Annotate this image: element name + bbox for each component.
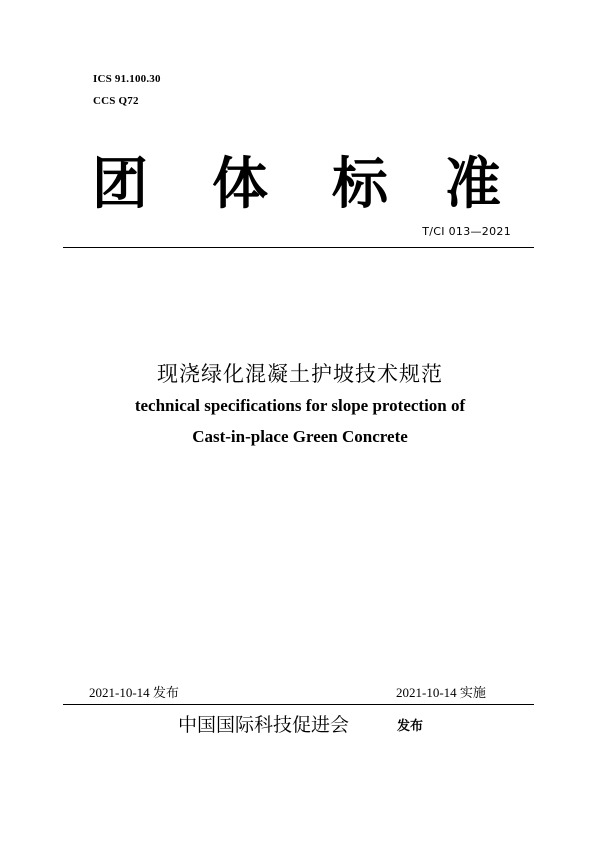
standard-number: T/CI 013—2021 <box>422 225 511 238</box>
ics-code: ICS 91.100.30 <box>93 73 161 85</box>
publish-label: 发布 <box>397 719 424 734</box>
title-english-line-1: technical specifications for slope protection of <box>134 396 466 415</box>
issuing-organization: 中国国际科技促进会 <box>178 714 350 736</box>
standard-type-char-1: 团 <box>92 151 148 217</box>
title-english-line-2: Cast-in-place Green Concrete <box>192 427 408 446</box>
title-chinese: 现浇绿化混凝土护坡技术规范 <box>157 362 443 386</box>
standard-type-char-3: 标 <box>332 151 388 217</box>
standard-type-char-2: 体 <box>212 151 268 217</box>
standard-type-char-4: 准 <box>445 151 501 217</box>
issue-date: 2021-10-14 发布 <box>89 685 179 700</box>
top-divider <box>63 247 534 248</box>
ccs-code: CCS Q72 <box>93 95 139 107</box>
bottom-divider <box>63 704 534 705</box>
implementation-date: 2021-10-14 实施 <box>396 685 486 700</box>
